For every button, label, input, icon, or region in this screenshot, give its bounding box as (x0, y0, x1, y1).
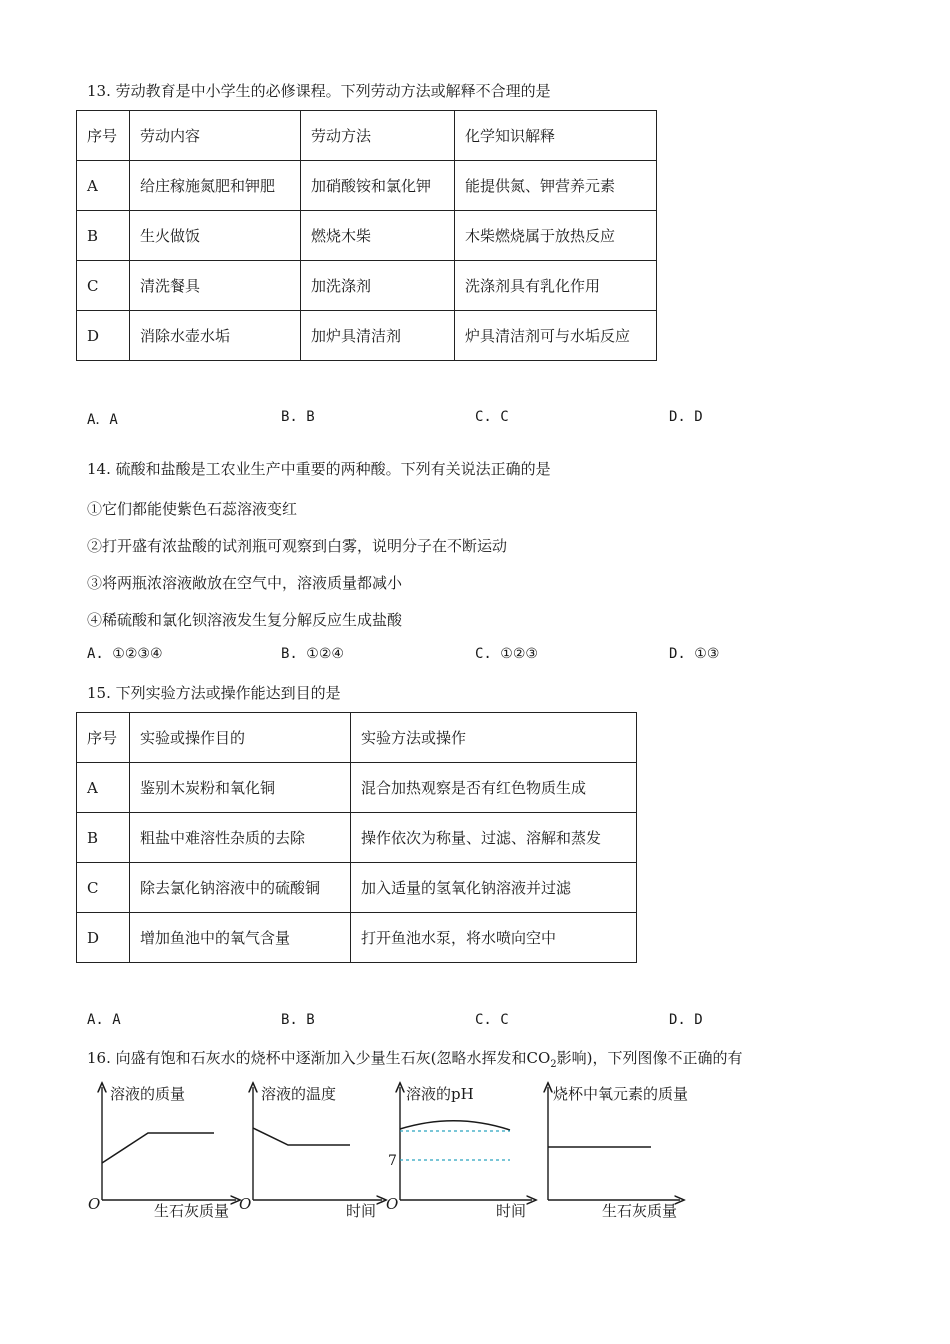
table-header-cell: 序号 (77, 713, 130, 763)
y-axis-label: 溶液的pH (406, 1085, 474, 1103)
table-header-cell: 劳动内容 (130, 111, 301, 161)
q13-options (87, 409, 847, 429)
curve (253, 1128, 350, 1145)
table-cell: 粗盐中难溶性杂质的去除 (130, 813, 351, 863)
table-header-cell: 劳动方法 (301, 111, 455, 161)
q14-stem: 14. 硫酸和盐酸是工农业生产中重要的两种酸。下列有关说法正确的是 (87, 460, 551, 478)
x-axis-label: 时间 (496, 1202, 527, 1220)
q16-graphs (0, 1075, 950, 1235)
table-cell: 生火做饭 (130, 211, 301, 261)
table-cell: A (77, 763, 130, 813)
option-c[interactable]: C. ①②③ (475, 646, 538, 662)
table-header-row (77, 111, 657, 161)
table-cell: 炉具清洁剂可与水垢反应 (455, 311, 657, 361)
q15-options (87, 1012, 847, 1032)
graph-solution-ph (386, 1085, 532, 1220)
table-cell: 木柴燃烧属于放热反应 (455, 211, 657, 261)
curve (400, 1121, 510, 1130)
q13-stem: 13. 劳动教育是中小学生的必修课程。下列劳动方法或解释不合理的是 (87, 82, 551, 100)
table-row (77, 211, 657, 261)
graph-solution-mass (88, 1085, 236, 1220)
table-cell: 给庄稼施氮肥和钾肥 (130, 161, 301, 211)
q14-statement: ④稀硫酸和氯化钡溶液发生复分解反应生成盐酸 (87, 611, 403, 629)
option-b[interactable]: B. B (281, 1012, 315, 1028)
origin-label: O (239, 1195, 252, 1213)
option-a[interactable]: A. A (87, 1012, 121, 1028)
option-a[interactable]: A. ①②③④ (87, 646, 163, 662)
table-header-cell: 化学知识解释 (455, 111, 657, 161)
table-cell: D (77, 913, 130, 963)
table-cell: 混合加热观察是否有红色物质生成 (351, 763, 637, 813)
table-cell: 除去氯化钠溶液中的硫酸铜 (130, 863, 351, 913)
tick-label-7: 7 (388, 1153, 397, 1169)
x-axis-label: 生石灰质量 (154, 1202, 230, 1220)
origin-label: O (88, 1195, 101, 1213)
q14-statement: ③将两瓶浓溶液敞放在空气中，溶液质量都减小 (87, 574, 403, 592)
table-cell: 清洗餐具 (130, 261, 301, 311)
table-cell: C (77, 261, 130, 311)
q14-options (87, 646, 847, 666)
q14-statement: ①它们都能使紫色石蕊溶液变红 (87, 500, 298, 518)
table-cell: A (77, 161, 130, 211)
option-b[interactable]: B. ①②④ (281, 646, 344, 662)
origin-label: O (386, 1195, 399, 1213)
table-row (77, 161, 657, 211)
x-axis-label: 生石灰质量 (602, 1202, 678, 1220)
table-cell: 加洗涤剂 (301, 261, 455, 311)
table-cell: D (77, 311, 130, 361)
table-cell: 洗涤剂具有乳化作用 (455, 261, 657, 311)
table-row (77, 261, 657, 311)
table-cell: 操作依次为称量、过滤、溶解和蒸发 (351, 813, 637, 863)
table-cell: 燃烧木柴 (301, 211, 455, 261)
q13-table (76, 110, 657, 361)
curve (102, 1133, 214, 1163)
option-c[interactable]: C. C (475, 409, 509, 425)
table-cell: 消除水壶水垢 (130, 311, 301, 361)
table-row (77, 813, 637, 863)
table-cell: 增加鱼池中的氧气含量 (130, 913, 351, 963)
y-axis-label: 溶液的温度 (261, 1085, 337, 1103)
table-cell: 加入适量的氢氧化钠溶液并过滤 (351, 863, 637, 913)
table-cell: 打开鱼池水泵，将水喷向空中 (351, 913, 637, 963)
table-cell: C (77, 863, 130, 913)
table-row (77, 913, 637, 963)
table-row (77, 311, 657, 361)
option-a[interactable]: A．A (87, 412, 118, 428)
q16-stem-subscript: 2 (550, 1059, 557, 1070)
table-header-cell: 序号 (77, 111, 130, 161)
option-c[interactable]: C. C (475, 1012, 509, 1028)
y-axis-label: 溶液的质量 (110, 1085, 186, 1103)
table-header-cell: 实验方法或操作 (351, 713, 637, 763)
q16-stem-part2: 影响)，下列图像不正确的有 (556, 1049, 743, 1067)
table-row (77, 863, 637, 913)
table-cell: B (77, 211, 130, 261)
graph-oxygen-mass (548, 1085, 688, 1220)
table-cell: B (77, 813, 130, 863)
option-b[interactable]: B. B (281, 409, 315, 425)
table-cell: 能提供氮、钾营养元素 (455, 161, 657, 211)
table-header-row (77, 713, 637, 763)
q16-stem (87, 1047, 743, 1070)
table-cell: 鉴别木炭粉和氧化铜 (130, 763, 351, 813)
graph-solution-temperature (239, 1085, 382, 1220)
q14-statement: ②打开盛有浓盐酸的试剂瓶可观察到白雾，说明分子在不断运动 (87, 537, 508, 555)
q15-table (76, 712, 637, 963)
q15-stem: 15. 下列实验方法或操作能达到目的是 (87, 684, 341, 702)
option-d[interactable]: D. D (669, 409, 703, 425)
table-cell: 加炉具清洁剂 (301, 311, 455, 361)
table-row (77, 763, 637, 813)
x-axis-label: 时间 (346, 1202, 377, 1220)
y-axis-label: 烧杯中氧元素的质量 (553, 1085, 689, 1103)
option-d[interactable]: D. ①③ (669, 646, 720, 662)
table-header-cell: 实验或操作目的 (130, 713, 351, 763)
table-cell: 加硝酸铵和氯化钾 (301, 161, 455, 211)
option-d[interactable]: D. D (669, 1012, 703, 1028)
q16-stem-part1: 16. 向盛有饱和石灰水的烧杯中逐渐加入少量生石灰(忽略水挥发和CO (87, 1049, 551, 1067)
